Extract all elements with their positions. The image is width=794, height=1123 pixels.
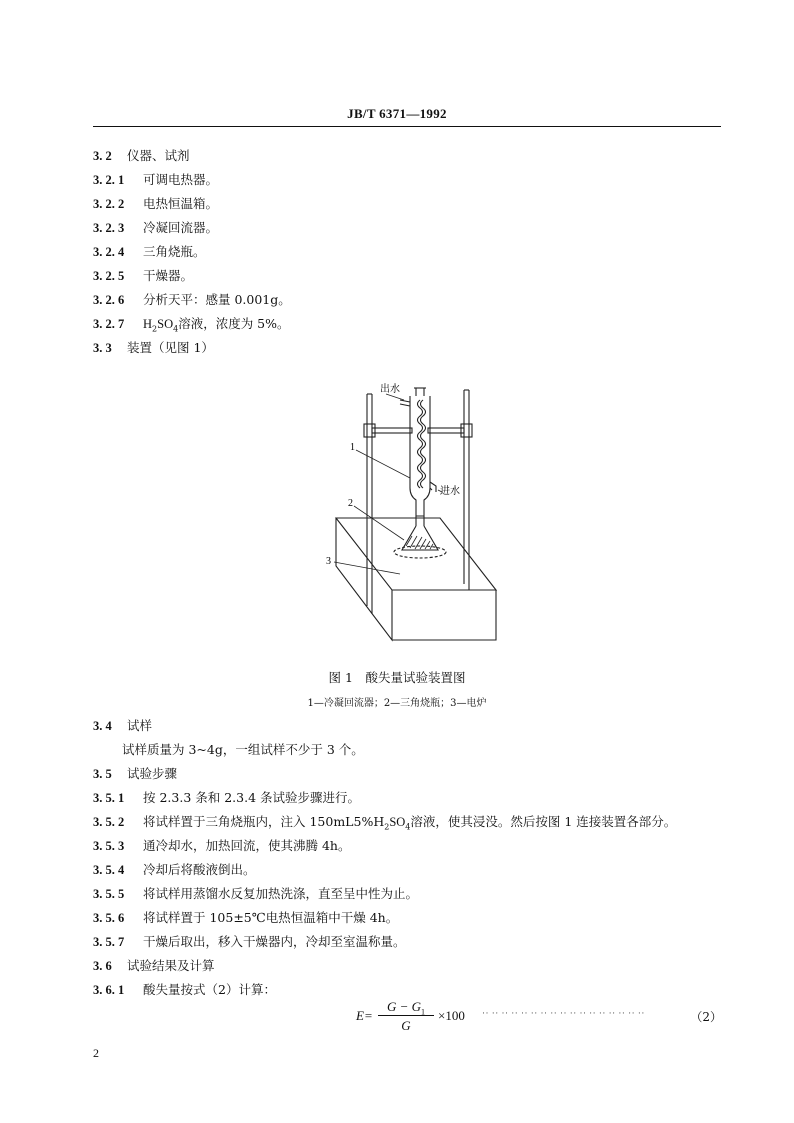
clamp-left bbox=[372, 428, 412, 433]
section-3-2-3 bbox=[93, 220, 218, 236]
label-3: 3 bbox=[326, 556, 331, 567]
chem-sub: 2 bbox=[384, 822, 390, 832]
figure-legend: 1—冷凝回流器；2—三角烧瓶；3—电炉 bbox=[307, 698, 487, 709]
section-number: 3. 4 bbox=[93, 719, 112, 733]
chem-sub: 4 bbox=[173, 324, 179, 334]
formula-leader-dots: ·· ·· ·· ·· ·· ·· ·· ·· ·· ·· ·· ·· ·· ·· ·· ·· ·· bbox=[482, 1008, 645, 1018]
step-3-5-2 bbox=[93, 814, 676, 836]
section-title: 试样 bbox=[127, 718, 153, 733]
section-number: 3. 5. 1 bbox=[93, 791, 125, 805]
section-number: 3. 5. 7 bbox=[93, 935, 125, 949]
step-3-5-5 bbox=[93, 886, 418, 902]
section-text: 三角烧瓶。 bbox=[143, 244, 206, 259]
step-3-5-3 bbox=[93, 838, 350, 854]
document-header: JB/T 6371—1992 bbox=[347, 106, 447, 121]
page-number: 2 bbox=[93, 1046, 99, 1060]
step-3-5-1 bbox=[93, 790, 360, 806]
section-number: 3. 2. 6 bbox=[93, 293, 125, 307]
section-text: 通冷却水，加热回流，使其沸腾 4h。 bbox=[143, 838, 351, 853]
label-out-water: 出水 bbox=[380, 384, 400, 395]
section-3-6-1 bbox=[93, 982, 276, 998]
section-3-5 bbox=[93, 766, 177, 782]
formula-2 bbox=[352, 996, 722, 1036]
section-text: 将试样用蒸馏水反复加热洗涤，直至呈中性为止。 bbox=[143, 886, 419, 901]
section-3-2-5 bbox=[93, 268, 193, 284]
section-3-4-body: 试样质量为 3~4g，一组试样不少于 3 个。 bbox=[122, 742, 364, 757]
section-text: 溶液，使其浸没。然后按图 1 连接装置各部分。 bbox=[410, 814, 677, 829]
section-3-2-2 bbox=[93, 196, 218, 212]
section-text: 酸失量按式（2）计算： bbox=[143, 982, 276, 997]
header-rule bbox=[93, 126, 721, 127]
section-title: 试验结果及计算 bbox=[127, 958, 215, 973]
section-3-2 bbox=[93, 148, 190, 164]
label-in-water: 进水 bbox=[440, 486, 460, 497]
section-title: 试验步骤 bbox=[127, 766, 178, 781]
section-number: 3. 2. 7 bbox=[93, 317, 125, 331]
section-text: 干燥器。 bbox=[143, 268, 194, 283]
section-text: 将试样置于 105±5℃电热恒温箱中干燥 4h。 bbox=[143, 910, 399, 925]
furnace-top bbox=[336, 518, 496, 590]
label-2: 2 bbox=[348, 498, 353, 509]
section-3-2-4 bbox=[93, 244, 206, 260]
section-text: 按 2.3.3 条和 2.3.4 条试验步骤进行。 bbox=[143, 790, 361, 805]
section-number: 3. 2. 2 bbox=[93, 197, 125, 211]
section-3-3 bbox=[93, 340, 214, 356]
fraction-bar bbox=[378, 1015, 434, 1016]
section-text: 电热恒温箱。 bbox=[143, 196, 219, 211]
section-3-2-1 bbox=[93, 172, 218, 188]
section-number: 3. 5 bbox=[93, 767, 112, 781]
section-text: 将试样置于三角烧瓶内，注入 150mL5%H bbox=[143, 814, 385, 829]
section-number: 3. 6. 1 bbox=[93, 983, 125, 997]
section-number: 3. 2. 3 bbox=[93, 221, 125, 235]
section-number: 3. 2. 5 bbox=[93, 269, 125, 283]
step-3-5-7 bbox=[93, 934, 406, 950]
formula-numerator: $G - G_1$ bbox=[386, 999, 426, 1017]
figure-caption: 图 1 酸失量试验装置图 bbox=[328, 670, 466, 685]
section-number: 3. 5. 4 bbox=[93, 863, 125, 877]
formula-lhs: E= bbox=[356, 1008, 373, 1023]
section-number: 3. 5. 5 bbox=[93, 887, 125, 901]
clamp-right bbox=[428, 428, 464, 433]
chem-sub: 4 bbox=[405, 822, 411, 832]
section-title: 仪器、试剂 bbox=[127, 148, 190, 163]
section-3-2-7 bbox=[93, 316, 290, 338]
chem-h: H bbox=[143, 317, 153, 331]
section-number: 3. 5. 6 bbox=[93, 911, 125, 925]
section-3-2-6 bbox=[93, 292, 291, 308]
formula-denominator: G bbox=[401, 1018, 411, 1033]
chem-so: SO bbox=[157, 317, 174, 331]
equation-number: （2） bbox=[690, 1010, 722, 1024]
section-3-4 bbox=[93, 718, 152, 734]
heating-ring bbox=[394, 546, 446, 558]
section-number: 3. 5. 3 bbox=[93, 839, 125, 853]
step-3-5-4 bbox=[93, 862, 256, 878]
water-outlet bbox=[400, 400, 410, 406]
condenser-coil bbox=[418, 400, 423, 488]
step-3-5-6 bbox=[93, 910, 398, 926]
section-text: 冷却后将酸液倒出。 bbox=[143, 862, 256, 877]
section-number: 3. 2. 4 bbox=[93, 245, 125, 259]
section-text: 冷凝回流器。 bbox=[143, 220, 219, 235]
chem-sub: 2 bbox=[152, 324, 158, 334]
water-inlet bbox=[430, 482, 436, 492]
apparatus-figure bbox=[320, 378, 500, 648]
section-text: 溶液，浓度为 5%。 bbox=[178, 316, 290, 331]
section-number: 3. 2. 1 bbox=[93, 173, 125, 187]
section-text: 可调电热器。 bbox=[143, 172, 219, 187]
section-text: 分析天平：感量 0.001g。 bbox=[143, 292, 291, 307]
section-text: 干燥后取出，移入干燥器内，冷却至室温称量。 bbox=[143, 934, 406, 949]
section-title: 装置（见图 1） bbox=[127, 340, 214, 355]
section-number: 3. 6 bbox=[93, 959, 112, 973]
section-number: 3. 3 bbox=[93, 341, 112, 355]
furnace-front bbox=[392, 590, 496, 640]
chem-so: SO bbox=[389, 815, 406, 829]
section-number: 3. 2 bbox=[93, 149, 112, 163]
section-number: 3. 5. 2 bbox=[93, 815, 125, 829]
label-1: 1 bbox=[350, 442, 355, 453]
formula-times: ×100 bbox=[438, 1008, 465, 1023]
section-3-6 bbox=[93, 958, 215, 974]
